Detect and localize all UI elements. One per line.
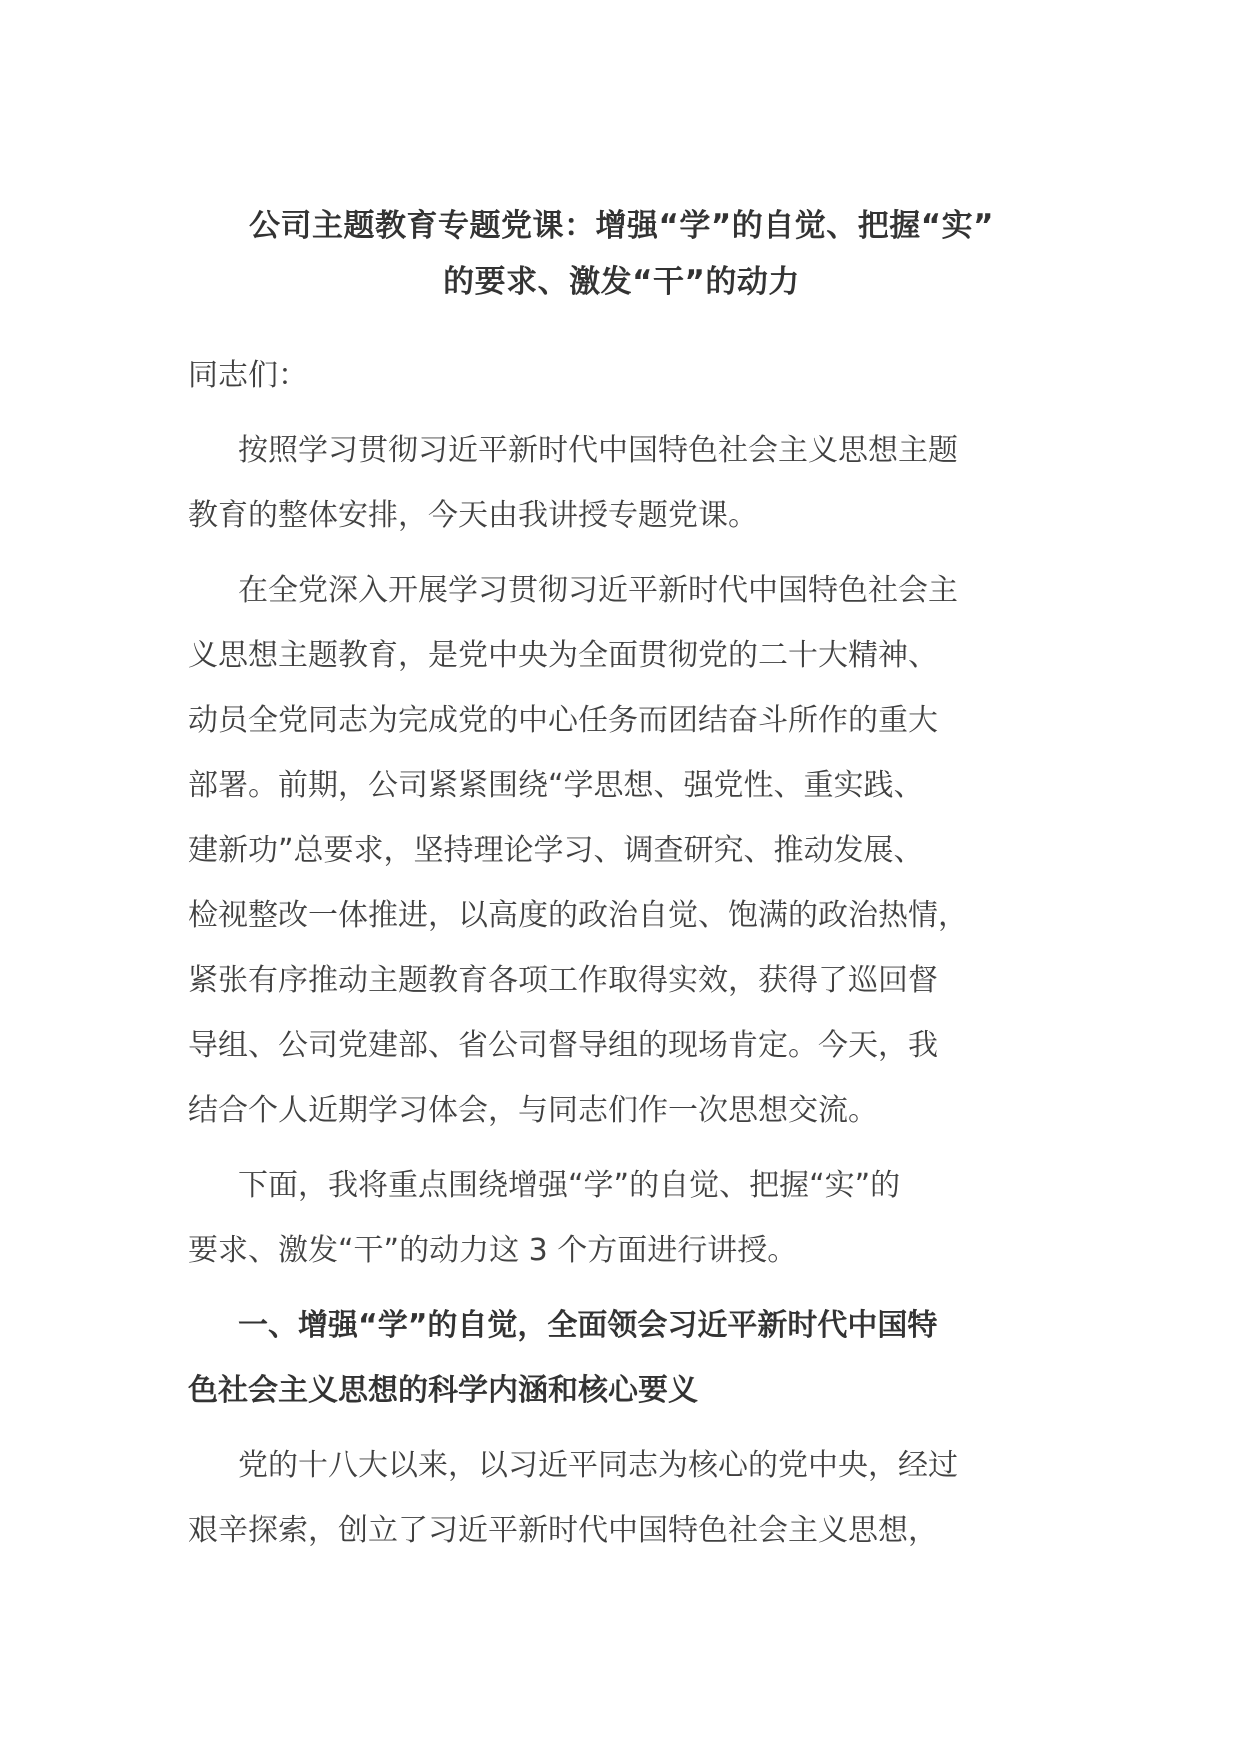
paragraph-line: 部署。前期，公司紧紧围绕“学思想、强党性、重实践、: [188, 768, 924, 803]
paragraph-line: 下面，我将重点围绕增强“学”的自觉、把握“实”的: [238, 1168, 901, 1203]
paragraph-line: 义思想主题教育，是党中央为全面贯彻党的二十大精神、: [188, 638, 938, 673]
section-heading: [188, 1293, 1048, 1423]
paragraph-line: 按照学习贯彻习近平新时代中国特色社会主义思想主题: [238, 433, 958, 468]
paragraph-outline: [188, 1153, 1048, 1283]
paragraph-line: 紧张有序推动主题教育各项工作取得实效，获得了巡回督: [188, 963, 938, 998]
title-line: 的要求、激发“干”的动力: [443, 264, 800, 300]
paragraph-background: [188, 558, 1048, 1143]
paragraph-line: 教育的整体安排，今天由我讲授专题党课。: [188, 498, 758, 533]
paragraph-line: 在全党深入开展学习贯彻习近平新时代中国特色社会主: [238, 573, 958, 608]
paragraph-section-one: [188, 1433, 1048, 1563]
paragraph-line: 结合个人近期学习体会，与同志们作一次思想交流。: [188, 1093, 878, 1128]
paragraph-line: 要求、激发“干”的动力这 3 个方面进行讲授。: [188, 1233, 798, 1268]
paragraph-line: 导组、公司党建部、省公司督导组的现场肯定。今天，我: [188, 1028, 938, 1063]
paragraph-line: 党的十八大以来，以习近平同志为核心的党中央，经过: [238, 1448, 958, 1483]
heading-line: 一、增强“学”的自觉，全面领会习近平新时代中国特: [238, 1308, 938, 1343]
heading-line: 色社会主义思想的科学内涵和核心要义: [188, 1373, 698, 1408]
paragraph-line: 艰辛探索，创立了习近平新时代中国特色社会主义思想，: [188, 1513, 938, 1548]
document-title: [168, 198, 1075, 310]
paragraph-line: 动员全党同志为完成党的中心任务而团结奋斗所作的重大: [188, 703, 938, 738]
title-line: 公司主题教育专题党课：增强“学”的自觉、把握“实”: [249, 208, 994, 244]
paragraph-line: 检视整改一体推进，以高度的政治自觉、饱满的政治热情，: [188, 898, 968, 933]
document-body: [188, 343, 1048, 1573]
paragraph-intro: [188, 418, 1048, 548]
paragraph-line: 建新功”总要求，坚持理论学习、调查研究、推动发展、: [188, 833, 924, 868]
greeting: 同志们：: [188, 358, 308, 393]
